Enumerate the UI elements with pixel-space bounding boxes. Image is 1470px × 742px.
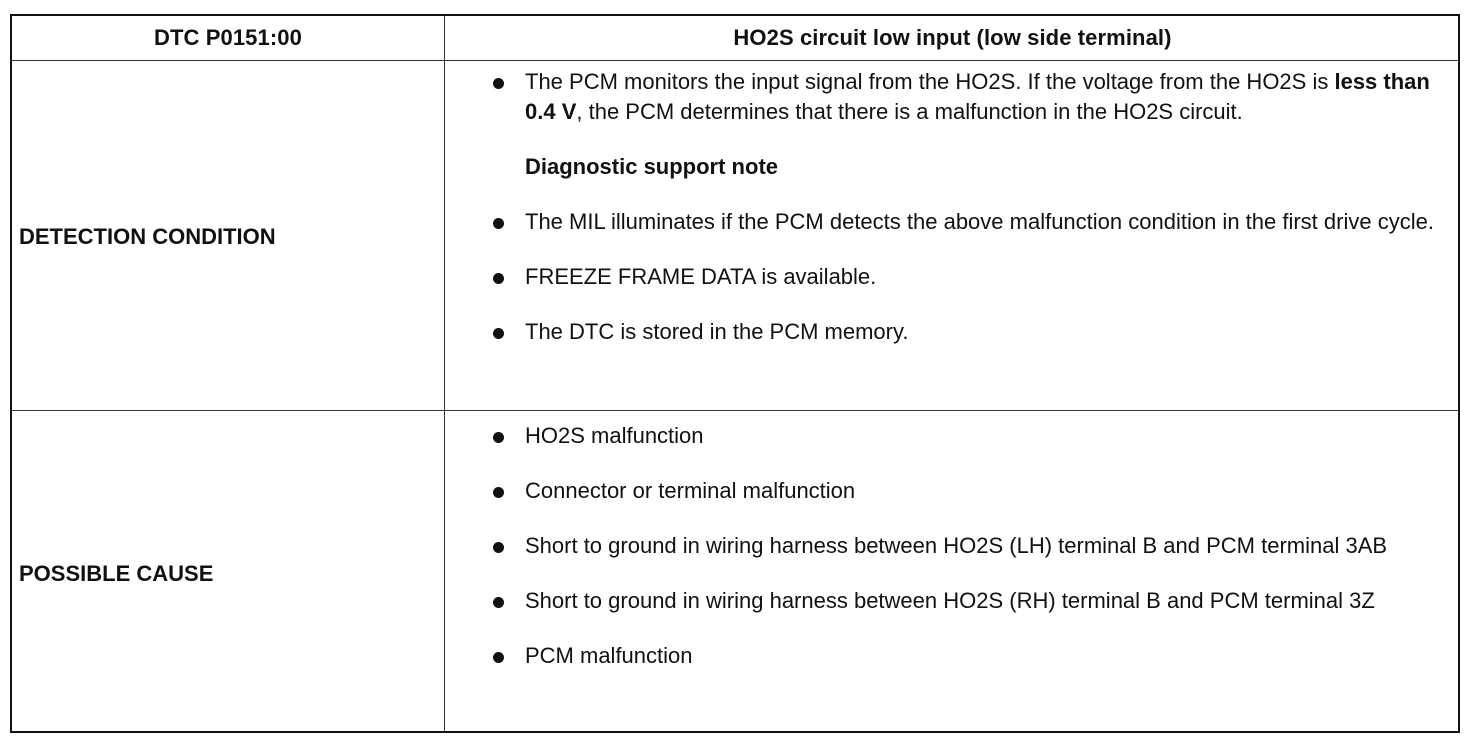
bullet-icon [493,273,504,284]
list-item-text: FREEZE FRAME DATA is available. [525,264,877,289]
header-divider [12,60,1458,61]
diagnostic-support-note-title: Diagnostic support note [525,154,778,179]
monitor-text-end: , the PCM determines that there is a malfunction in the HO2S circuit. [576,99,1243,124]
list-item [445,531,1460,561]
list-item [445,586,1460,616]
list-item-text: Short to ground in wiring harness between HO2S (LH) terminal B and PCM terminal 3AB [525,533,1388,558]
bullet-icon [493,597,504,608]
monitor-text-start: The PCM monitors the input signal from the HO2S. If the voltage from the HO2S is [525,69,1335,94]
list-item [445,262,1460,292]
list-item [445,207,1460,237]
list-item-text: Short to ground in wiring harness between HO2S (RH) terminal B and PCM terminal 3Z [525,588,1375,613]
list-item [445,67,1460,127]
bullet-icon [493,328,504,339]
bullet-icon [493,432,504,443]
dtc-code-header: DTC P0151:00 [154,25,302,50]
dtc-table [10,14,1460,733]
row-divider [12,410,1458,411]
bullet-icon [493,487,504,498]
bullet-icon [493,542,504,553]
possible-cause-label: POSSIBLE CAUSE [19,561,214,586]
list-item [445,317,1460,347]
list-item [445,641,1460,671]
possible-cause-cell [445,421,1460,696]
detection-condition-label: DETECTION CONDITION [19,224,276,249]
list-item-text: PCM malfunction [525,643,693,668]
list-item-text: HO2S malfunction [525,423,704,448]
bullet-icon [493,652,504,663]
bullet-icon [493,218,504,229]
detection-condition-cell [445,67,1460,372]
dtc-description-header: HO2S circuit low input (low side terminal) [733,25,1172,50]
list-item-text: Connector or terminal malfunction [525,478,856,503]
list-item [445,476,1460,506]
list-item-text: The DTC is stored in the PCM memory. [525,319,909,344]
list-item-text: The MIL illuminates if the PCM detects the above malfunction condition in the first drive cycle. [525,209,1434,234]
list-item [445,421,1460,451]
bullet-icon [493,78,504,89]
voltage-threshold: less than 0.4 V [525,69,1430,124]
